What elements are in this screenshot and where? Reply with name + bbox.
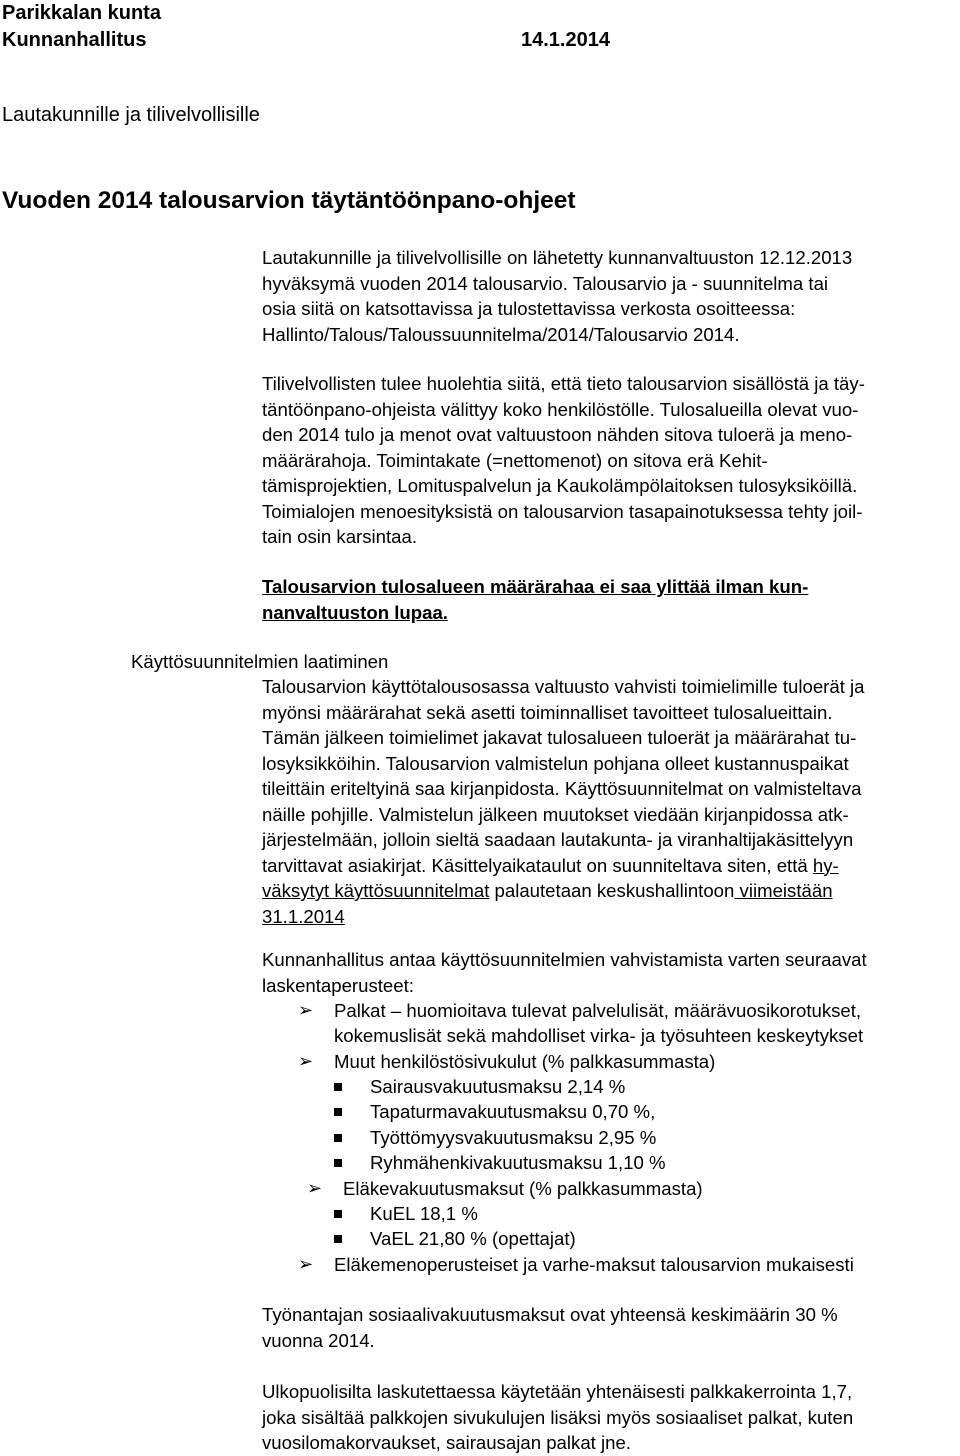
square-bullet-icon: [334, 1108, 342, 1116]
text-line: täntöönpano-ohjeista välittyy koko henkilöstölle. Tulosalueilla olevat vuo-: [262, 398, 859, 420]
section-heading: Käyttösuunnitelmien laatiminen: [131, 651, 389, 672]
list-item-muut: Muut henkilöstösivukulut (% palkkasummasta): [334, 1051, 716, 1072]
sub-item: Sairausvakuutusmaksu 2,14 %: [370, 1076, 626, 1097]
recipients-line: Lautakunnille ja tilivelvollisille: [2, 104, 260, 126]
text-line: tarvittavat asiakirjat. Käsittelyaikataulut on suunniteltava siten, että hy-: [262, 854, 839, 876]
text-line: hyväksymä vuoden 2014 talousarvio. Talousarvio ja - suunnitelma tai: [262, 272, 829, 294]
list-item-elake: Eläkevakuutusmaksut (% palkkasummasta): [343, 1178, 703, 1199]
square-bullet-icon: [334, 1235, 342, 1243]
sub-item: Tapaturmavakuutusmaksu 0,70 %,: [370, 1101, 656, 1122]
text-line: joka sisältää palkkojen sivukulujen lisäksi myös sosiaaliset palkat, kuten: [262, 1406, 854, 1428]
sub-item: Työttömyysvakuutusmaksu 2,95 %: [370, 1127, 657, 1148]
square-bullet-icon: [334, 1159, 342, 1167]
text-line: määrärahoja. Toimintakate (=nettomenot) on sitova erä Kehit-: [262, 449, 768, 471]
text-line: Talousarvion tulosalueen määrärahaa ei saa ylittää ilman kun-: [262, 576, 809, 597]
square-bullet-icon: [334, 1083, 342, 1091]
text-line: osia siitä on katsottavissa ja tulostettavissa verkosta osoitteessa:: [262, 298, 796, 319]
arrow-bullet-icon: ➢: [298, 1000, 314, 1020]
text-line: myönsi määrärahat sekä asetti toiminnalliset tavoitteet tulosalueittain.: [262, 701, 833, 723]
arrow-bullet-icon: ➢: [298, 1254, 314, 1274]
board-name: Kunnanhallitus: [2, 29, 147, 51]
plan-paragraph: [262, 674, 960, 929]
text-line: vuonna 2014.: [262, 1329, 375, 1351]
arrow-bullet-icon: ➢: [307, 1178, 323, 1198]
budget-warning: [262, 574, 960, 625]
text-line: Tilivelvollisten tulee huolehtia siitä, että tieto talousarvion sisällöstä ja täy-: [262, 373, 865, 394]
arrow-bullet-icon: ➢: [298, 1051, 314, 1071]
text-line: väksytyt käyttösuunnitelmat palautetaan keskushallintoon viimeistään: [262, 880, 833, 901]
billing-paragraph: [262, 1379, 960, 1456]
text-line: Kunnanhallitus antaa käyttösuunnitelmien vahvistamista varten seuraavat: [262, 949, 867, 970]
deadline-date: 31.1.2014: [262, 905, 345, 927]
text-line: järjestelmään, jolloin sieltä saadaan lautakunta- ja viranhaltijakäsittelyyn: [262, 829, 854, 850]
text-line: Työnantajan sosiaalivakuutusmaksut ovat yhteensä keskimäärin 30 %: [262, 1304, 838, 1325]
square-bullet-icon: [334, 1134, 342, 1142]
sub-item: VaEL 21,80 % (opettajat): [370, 1228, 576, 1249]
intro-paragraph: [262, 245, 960, 347]
responsibility-paragraph: [262, 371, 960, 550]
organization-name: Parikkalan kunta: [2, 2, 161, 24]
page-title: Vuoden 2014 talousarvion täytäntöönpano-ohjeet: [2, 187, 576, 214]
text-line: tämisprojektien, Lomituspalvelun ja Kaukolämpölaitoksen tulosyksiköillä.: [262, 475, 858, 496]
basis-intro: [262, 947, 960, 998]
text-line: Hallinto/Talous/Taloussuunnitelma/2014/Talousarvio 2014.: [262, 323, 740, 345]
text-line: nanvaltuuston lupaa.: [262, 601, 448, 623]
calculation-basis-list: [0, 998, 960, 1278]
sub-item: Ryhmähenkivakuutusmaksu 1,10 %: [370, 1152, 666, 1173]
text-line: Lautakunnille ja tilivelvollisille on lähetetty kunnanvaltuuston 12.12.2013: [262, 247, 853, 268]
text-line: tileittäin eriteltyinä saa kirjanpidosta. Käyttösuunnitelmat on valmisteltava: [262, 778, 862, 799]
document-date: 14.1.2014: [521, 29, 610, 51]
text-line: Toimialojen menoesityksistä on talousarvion tasapainotuksessa tehty joil-: [262, 500, 863, 522]
sub-item: KuEL 18,1 %: [370, 1203, 478, 1224]
list-item-palkat-cont: kokemuslisät sekä mahdolliset virka- ja työsuhteen keskeytykset: [334, 1025, 864, 1046]
text-line: laskentaperusteet:: [262, 974, 414, 996]
list-item-elakemeno: Eläkemenoperusteiset ja varhe-maksut talousarvion mukaisesti: [334, 1254, 854, 1275]
text-line: tain osin karsintaa.: [262, 526, 418, 547]
text-line: vuosilomakorvaukset, sairausajan palkat jne.: [262, 1432, 631, 1453]
social-contributions-paragraph: [262, 1302, 960, 1353]
list-item-palkat: Palkat – huomioitava tulevat palvelulisät, määrävuosikorotukset,: [334, 1000, 862, 1021]
text-line: den 2014 tulo ja menot ovat valtuustoon nähden sitova tuloerä ja meno-: [262, 424, 853, 445]
text-line: Tämän jälkeen toimielimet jakavat tulosalueen tuloerät ja määrärahat tu-: [262, 727, 857, 748]
text-line: losyksikköihin. Talousarvion valmistelun pohjana olleet kustannuspaikat: [262, 752, 849, 774]
text-line: näille pohjille. Valmistelun jälkeen muutokset viedään kirjanpidossa atk-: [262, 803, 849, 825]
text-line: Talousarvion käyttötalousosassa valtuusto vahvisti toimielimille tuloerät ja: [262, 676, 865, 697]
text-line: Ulkopuolisilta laskutettaessa käytetään yhtenäisesti palkkakerrointa 1,7,: [262, 1381, 853, 1402]
square-bullet-icon: [334, 1210, 342, 1218]
